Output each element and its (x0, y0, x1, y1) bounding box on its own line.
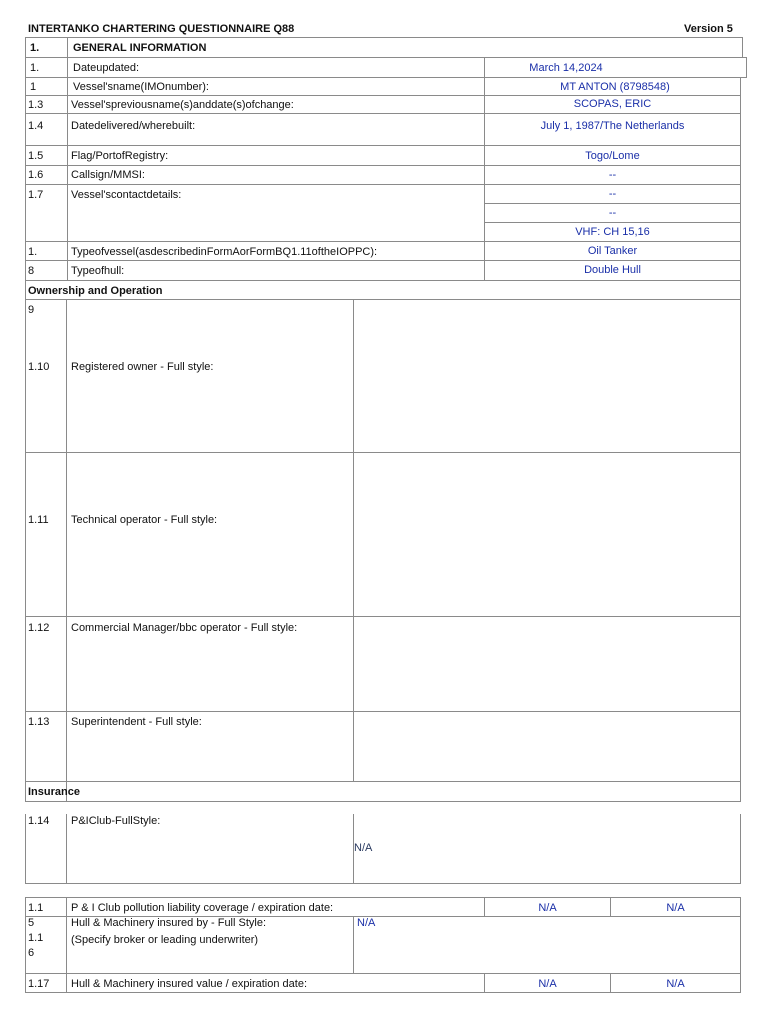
date-delivered-label: Datedelivered/wherebuilt: (71, 120, 196, 132)
row-num: 1.13 (28, 716, 50, 728)
flag-value: Togo/Lome (585, 150, 640, 162)
row-num: 1.6 (28, 169, 44, 181)
technical-operator-label: Technical operator - Full style: (71, 514, 218, 526)
contact-value-1: -- (608, 188, 617, 200)
flag-label: Flag/PortofRegistry: (71, 150, 169, 162)
pi-club-value: N/A (354, 842, 373, 854)
vessel-type-value: Oil Tanker (587, 245, 638, 257)
row-num: 1.4 (28, 120, 44, 132)
hull-type-label: Typeofhull: (71, 265, 125, 277)
contact-value-2: -- (608, 207, 617, 219)
callsign-label: Callsign/MMSI: (71, 169, 145, 181)
row-num: 1.3 (28, 99, 44, 111)
row-num: 1.1 (28, 902, 44, 914)
form-version: Version 5 (684, 23, 733, 35)
callsign-value: -- (608, 169, 617, 181)
section-number: 1. (30, 42, 40, 54)
row-num: 1.14 (28, 815, 50, 827)
hull-insured-value-label: Hull & Machinery insured value / expiration date: (71, 978, 308, 990)
hull-insured-by-sublabel: (Specify broker or leading underwriter) (71, 934, 259, 946)
date-delivered-value: July 1, 1987/The Netherlands (540, 120, 685, 132)
section-heading-general: GENERAL INFORMATION (73, 42, 207, 54)
registered-owner-label: Registered owner - Full style: (71, 361, 214, 373)
row-num: 1.1 (28, 932, 44, 944)
vessel-name-value: MT ANTON (8798548) (560, 81, 670, 93)
row-num: 8 (28, 265, 35, 277)
superintendent-label: Superintendent - Full style: (71, 716, 202, 728)
contact-details-label: Vessel'scontactdetails: (71, 189, 182, 201)
row-num: 1 (30, 81, 37, 93)
row-num: 1. (30, 62, 40, 74)
row-num: 1.7 (28, 189, 44, 201)
pi-club-label: P&IClub-FullStyle: (71, 815, 161, 827)
date-updated-label: Dateupdated: (73, 62, 140, 74)
section-heading-insurance: Insurance (28, 786, 80, 798)
row-num-fragment: 9 (28, 304, 35, 316)
row-num: 1.10 (28, 361, 50, 373)
row-num: 1.12 (28, 622, 50, 634)
vessel-name-label: Vessel'sname(IMOnumber): (73, 81, 209, 93)
pollution-liability-label: P & I Club pollution liability coverage / expiration date: (71, 902, 334, 914)
row-num: 1.5 (28, 150, 44, 162)
section-heading-ownership: Ownership and Operation (28, 285, 163, 297)
form-title: INTERTANKO CHARTERING QUESTIONNAIRE Q88 (28, 23, 295, 35)
commercial-manager-label: Commercial Manager/bbc operator - Full style: (71, 622, 298, 634)
hull-type-value: Double Hull (584, 264, 641, 276)
pollution-expiration-value: N/A (666, 902, 685, 914)
row-num: 5 (28, 917, 35, 929)
hull-expiration-value: N/A (666, 978, 685, 990)
hull-insured-by-label: Hull & Machinery insured by - Full Style: (71, 917, 267, 929)
pollution-liability-value: N/A (538, 902, 557, 914)
row-num: 1.17 (28, 978, 50, 990)
row-num: 6 (28, 947, 35, 959)
previous-names-value: SCOPAS, ERIC (573, 98, 652, 110)
row-num: 1.11 (28, 514, 49, 526)
contact-value-vhf: VHF: CH 15,16 (575, 226, 650, 238)
hull-insured-by-value: N/A (357, 917, 376, 929)
hull-insured-value: N/A (538, 978, 557, 990)
row-num: 1. (28, 246, 38, 258)
vessel-type-label: Typeofvessel(asdescribedinFormAorFormBQ1.11oftheIOPPC): (71, 246, 378, 258)
previous-names-label: Vessel'spreviousname(s)anddate(s)ofchange: (71, 99, 294, 111)
date-updated-value: March 14,2024 (529, 62, 603, 74)
